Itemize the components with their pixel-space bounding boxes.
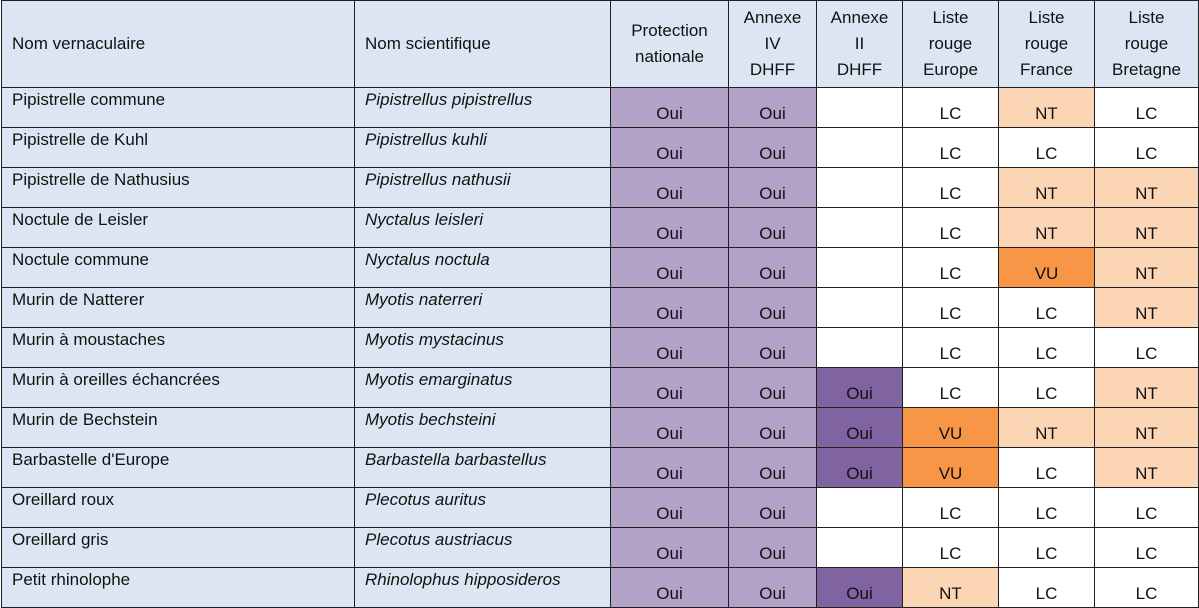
cell-nom-vernaculaire: Murin de Natterer [2, 288, 355, 328]
cell-protection-nationale: Oui [611, 448, 729, 488]
header-nom-vernaculaire: Nom vernaculaire [2, 1, 355, 88]
cell-nom-vernaculaire: Barbastelle d'Europe [2, 448, 355, 488]
table-row [2, 368, 1199, 408]
cell-nom-vernaculaire: Murin à moustaches [2, 328, 355, 368]
cell-liste-rouge-europe: LC [903, 528, 999, 568]
header-liste-rouge-france [999, 1, 1095, 88]
cell-annexe-iv: Oui [729, 288, 817, 328]
table-row [2, 168, 1199, 208]
cell-annexe-ii [817, 88, 903, 128]
cell-liste-rouge-france: LC [999, 128, 1095, 168]
cell-annexe-iv: Oui [729, 128, 817, 168]
table-row [2, 248, 1199, 288]
header-line: IV [764, 34, 781, 53]
cell-liste-rouge-europe: LC [903, 288, 999, 328]
cell-annexe-ii [817, 168, 903, 208]
cell-nom-scientifique: Pipistrellus pipistrellus [355, 88, 611, 128]
cell-nom-vernaculaire: Petit rhinolophe [2, 568, 355, 608]
cell-liste-rouge-bretagne: LC [1095, 328, 1199, 368]
cell-liste-rouge-france: LC [999, 328, 1095, 368]
header-line: Europe [923, 60, 978, 79]
header-line: France [1020, 60, 1073, 79]
cell-annexe-iv: Oui [729, 408, 817, 448]
cell-annexe-ii [817, 488, 903, 528]
table-row [2, 208, 1199, 248]
cell-nom-scientifique: Nyctalus noctula [355, 248, 611, 288]
cell-annexe-iv: Oui [729, 88, 817, 128]
cell-annexe-iv: Oui [729, 248, 817, 288]
cell-liste-rouge-europe: VU [903, 408, 999, 448]
cell-liste-rouge-france: LC [999, 528, 1095, 568]
cell-liste-rouge-bretagne: NT [1095, 248, 1199, 288]
header-line: Liste [932, 8, 969, 27]
table-row [2, 328, 1199, 368]
cell-liste-rouge-france: NT [999, 208, 1095, 248]
header-line: DHFF [836, 60, 883, 79]
cell-nom-vernaculaire: Pipistrelle de Kuhl [2, 128, 355, 168]
cell-protection-nationale: Oui [611, 408, 729, 448]
table-row [2, 288, 1199, 328]
cell-nom-scientifique: Pipistrellus kuhli [355, 128, 611, 168]
cell-liste-rouge-france: LC [999, 568, 1095, 608]
cell-liste-rouge-bretagne: LC [1095, 88, 1199, 128]
header-line: II [854, 34, 865, 53]
cell-liste-rouge-bretagne: LC [1095, 568, 1199, 608]
cell-annexe-ii [817, 248, 903, 288]
cell-nom-scientifique: Myotis mystacinus [355, 328, 611, 368]
header-line: rouge [1024, 34, 1069, 53]
cell-annexe-iv: Oui [729, 208, 817, 248]
header-liste-rouge-bretagne [1095, 1, 1199, 88]
header-row [2, 1, 1199, 88]
bat-species-status-table [1, 0, 1199, 608]
cell-protection-nationale: Oui [611, 88, 729, 128]
header-line: rouge [1124, 34, 1169, 53]
header-line: Liste [1128, 8, 1165, 27]
header-line: DHFF [749, 60, 796, 79]
table-row [2, 488, 1199, 528]
table-row [2, 408, 1199, 448]
cell-liste-rouge-bretagne: NT [1095, 408, 1199, 448]
cell-annexe-iv: Oui [729, 528, 817, 568]
table-row [2, 128, 1199, 168]
cell-annexe-iv: Oui [729, 368, 817, 408]
table-row [2, 88, 1199, 128]
cell-liste-rouge-europe: LC [903, 488, 999, 528]
cell-nom-scientifique: Plecotus auritus [355, 488, 611, 528]
header-line: rouge [928, 34, 973, 53]
cell-liste-rouge-france: LC [999, 448, 1095, 488]
header-line: Bretagne [1112, 60, 1181, 79]
cell-liste-rouge-europe: LC [903, 88, 999, 128]
cell-liste-rouge-bretagne: NT [1095, 448, 1199, 488]
cell-liste-rouge-bretagne: LC [1095, 488, 1199, 528]
cell-nom-scientifique: Plecotus austriacus [355, 528, 611, 568]
cell-liste-rouge-bretagne: NT [1095, 168, 1199, 208]
cell-nom-vernaculaire: Murin à oreilles échancrées [2, 368, 355, 408]
cell-annexe-ii: Oui [817, 368, 903, 408]
cell-liste-rouge-europe: LC [903, 368, 999, 408]
cell-annexe-iv: Oui [729, 488, 817, 528]
cell-liste-rouge-bretagne: NT [1095, 288, 1199, 328]
cell-liste-rouge-europe: LC [903, 248, 999, 288]
header-line: nationale [634, 47, 704, 66]
cell-nom-scientifique: Pipistrellus nathusii [355, 168, 611, 208]
cell-annexe-ii [817, 128, 903, 168]
cell-liste-rouge-bretagne: NT [1095, 368, 1199, 408]
cell-protection-nationale: Oui [611, 248, 729, 288]
cell-protection-nationale: Oui [611, 368, 729, 408]
cell-nom-scientifique: Myotis emarginatus [355, 368, 611, 408]
cell-liste-rouge-france: NT [999, 168, 1095, 208]
cell-nom-vernaculaire: Noctule commune [2, 248, 355, 288]
cell-nom-scientifique: Barbastella barbastellus [355, 448, 611, 488]
cell-protection-nationale: Oui [611, 288, 729, 328]
table-row [2, 568, 1199, 608]
cell-protection-nationale: Oui [611, 528, 729, 568]
header-annexe-ii-dhff [817, 1, 903, 88]
cell-liste-rouge-france: LC [999, 288, 1095, 328]
cell-nom-vernaculaire: Oreillard roux [2, 488, 355, 528]
cell-nom-vernaculaire: Murin de Bechstein [2, 408, 355, 448]
cell-annexe-iv: Oui [729, 448, 817, 488]
cell-nom-scientifique: Myotis bechsteini [355, 408, 611, 448]
cell-liste-rouge-europe: NT [903, 568, 999, 608]
cell-liste-rouge-europe: LC [903, 128, 999, 168]
cell-nom-vernaculaire: Oreillard gris [2, 528, 355, 568]
header-liste-rouge-europe [903, 1, 999, 88]
header-line: Annexe [830, 8, 889, 27]
cell-annexe-ii: Oui [817, 408, 903, 448]
cell-nom-scientifique: Rhinolophus hipposideros [355, 568, 611, 608]
cell-annexe-iv: Oui [729, 568, 817, 608]
cell-protection-nationale: Oui [611, 568, 729, 608]
cell-liste-rouge-france: NT [999, 88, 1095, 128]
header-nom-scientifique: Nom scientifique [355, 1, 611, 88]
header-line: Liste [1028, 8, 1065, 27]
cell-liste-rouge-france: NT [999, 408, 1095, 448]
cell-liste-rouge-bretagne: LC [1095, 128, 1199, 168]
cell-annexe-iv: Oui [729, 168, 817, 208]
cell-annexe-ii: Oui [817, 448, 903, 488]
cell-protection-nationale: Oui [611, 328, 729, 368]
cell-liste-rouge-france: LC [999, 488, 1095, 528]
cell-annexe-ii [817, 528, 903, 568]
cell-annexe-ii [817, 328, 903, 368]
table-row [2, 448, 1199, 488]
cell-annexe-ii: Oui [817, 568, 903, 608]
table-row [2, 528, 1199, 568]
table-body [2, 88, 1199, 608]
cell-nom-vernaculaire: Pipistrelle de Nathusius [2, 168, 355, 208]
cell-liste-rouge-france: VU [999, 248, 1095, 288]
cell-annexe-ii [817, 208, 903, 248]
cell-protection-nationale: Oui [611, 208, 729, 248]
cell-nom-scientifique: Myotis naterreri [355, 288, 611, 328]
cell-nom-scientifique: Nyctalus leisleri [355, 208, 611, 248]
header-line: Protection [631, 21, 708, 40]
header-annexe-iv-dhff [729, 1, 817, 88]
header-protection-nationale [611, 1, 729, 88]
cell-protection-nationale: Oui [611, 128, 729, 168]
cell-liste-rouge-europe: LC [903, 168, 999, 208]
cell-nom-vernaculaire: Noctule de Leisler [2, 208, 355, 248]
cell-liste-rouge-france: LC [999, 368, 1095, 408]
cell-nom-vernaculaire: Pipistrelle commune [2, 88, 355, 128]
cell-protection-nationale: Oui [611, 168, 729, 208]
cell-liste-rouge-europe: LC [903, 328, 999, 368]
cell-annexe-ii [817, 288, 903, 328]
cell-liste-rouge-europe: VU [903, 448, 999, 488]
header-line: Annexe [743, 8, 802, 27]
cell-liste-rouge-bretagne: NT [1095, 208, 1199, 248]
cell-liste-rouge-bretagne: LC [1095, 528, 1199, 568]
cell-annexe-iv: Oui [729, 328, 817, 368]
cell-liste-rouge-europe: LC [903, 208, 999, 248]
cell-protection-nationale: Oui [611, 488, 729, 528]
